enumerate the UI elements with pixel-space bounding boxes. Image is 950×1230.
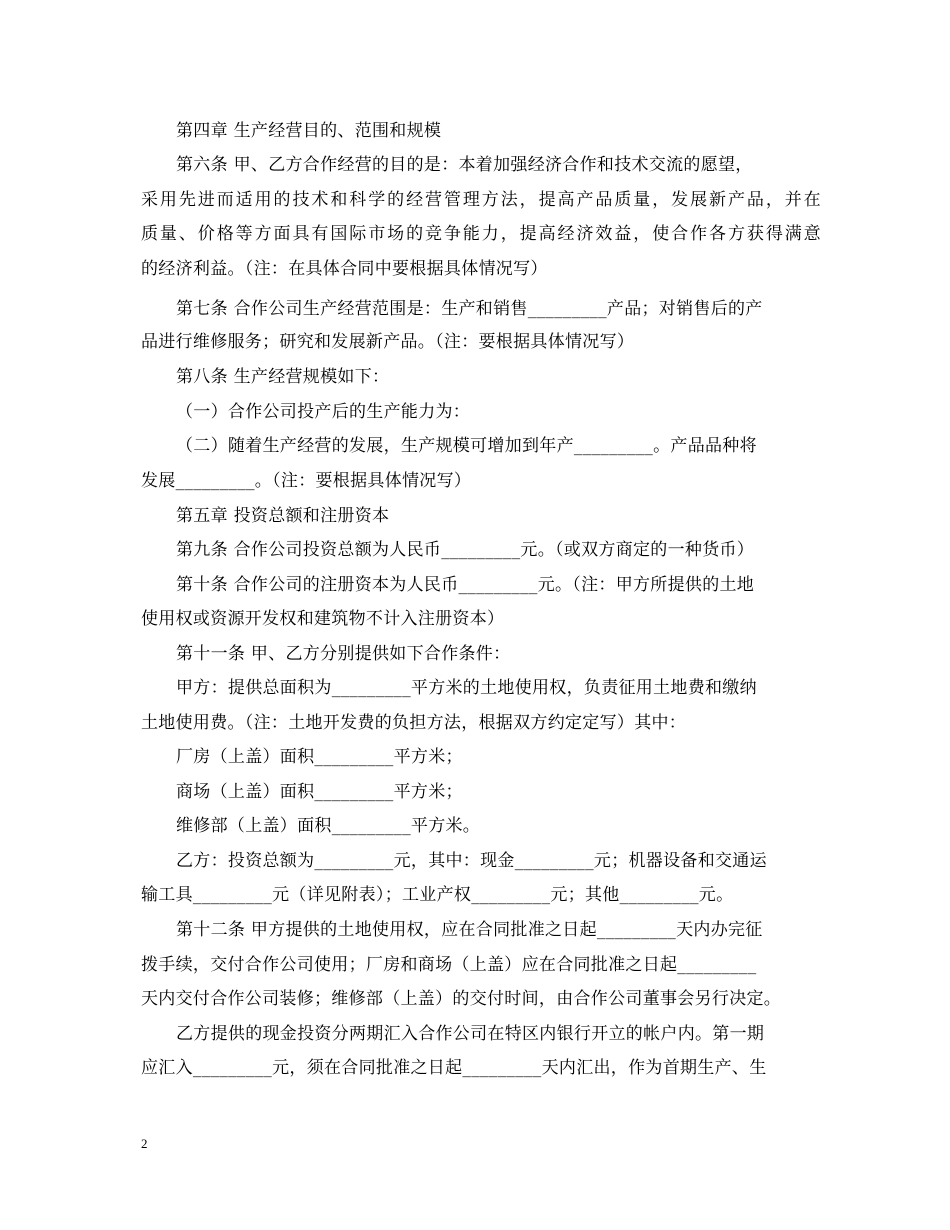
- article-8-item-1: （一）合作公司投产后的生产能力为：: [176, 402, 471, 422]
- chapter-4-heading: 第四章 生产经营目的、范围和规模: [176, 121, 442, 141]
- party-b-line-1: 乙方：投资总额为_________元，其中：现金_________元；机器设备和交通运: [176, 851, 767, 871]
- chapter-5-heading: 第五章 投资总额和注册资本: [176, 506, 390, 526]
- article-6-line-4: 的经济利益。（注：在具体合同中要根据具体情况写）: [141, 259, 548, 279]
- article-10-line-2: 使用权或资源开发权和建筑物不计入注册资本）: [141, 609, 505, 629]
- article-11-heading: 第十一条 甲、乙方分别提供如下合作条件：: [176, 644, 511, 664]
- article-9: 第九条 合作公司投资总额为人民币_________元。（或双方商定的一种货币）: [176, 540, 755, 560]
- article-12-line-1: 第十二条 甲方提供的土地使用权，应在合同批准之日起_________天内办完征: [176, 920, 763, 940]
- cash-investment-line-2: 应汇入_________元，须在合同批准之日起_________天内汇出，作为首期生产、生: [141, 1058, 767, 1078]
- article-7-line-1: 第七条 合作公司生产经营范围是：生产和销售_________产品；对销售后的产: [176, 299, 763, 319]
- mall-area: 商场（上盖）面积_________平方米；: [176, 782, 463, 802]
- party-a-line-1: 甲方：提供总面积为_________平方米的土地使用权，负责征用土地费和缴纳: [176, 678, 757, 698]
- article-12-line-3: 天内交付合作公司装修；维修部（上盖）的交付时间，由合作公司董事会另行决定。: [141, 989, 782, 1009]
- repair-dept-area: 维修部（上盖）面积_________平方米。: [176, 816, 481, 836]
- article-6-line-3: 质量、价格等方面具有国际市场的竞争能力，提高经济效益，使合作各方获得满意: [141, 224, 821, 244]
- factory-area: 厂房（上盖）面积_________平方米；: [176, 747, 463, 767]
- article-8-heading: 第八条 生产经营规模如下：: [176, 367, 390, 387]
- article-8-item-2-line-1: （二）随着生产经营的发展，生产规模可增加到年产_________。产品品种将: [176, 436, 757, 456]
- page-number: 2: [141, 1136, 148, 1151]
- article-6-line-2: 采用先进而适用的技术和科学的经营管理方法，提高产品质量，发展新产品，并在: [141, 190, 821, 210]
- article-8-item-2-line-2: 发展_________。（注：要根据具体情况写）: [141, 471, 472, 491]
- cash-investment-line-1: 乙方提供的现金投资分两期汇入合作公司在特区内银行开立的帐户内。第一期: [176, 1024, 765, 1044]
- article-10-line-1: 第十条 合作公司的注册资本为人民币_________元。（注：甲方所提供的土地: [176, 575, 755, 595]
- article-6-line-1: 第六条 甲、乙方合作经营的目的是：本着加强经济合作和技术交流的愿望，: [176, 155, 753, 175]
- article-7-line-2: 品进行维修服务；研究和发展新产品。（注：要根据具体情况写）: [141, 332, 635, 352]
- party-a-line-2: 土地使用费。（注：土地开发费的负担方法，根据双方约定定写）其中：: [141, 713, 687, 733]
- party-b-line-2: 输工具_________元（详见附表）；工业产权_________元；其他_________元。: [141, 885, 734, 905]
- article-12-line-2: 拨手续，交付合作公司使用；厂房和商场（上盖）应在合同批准之日起_________: [141, 955, 757, 975]
